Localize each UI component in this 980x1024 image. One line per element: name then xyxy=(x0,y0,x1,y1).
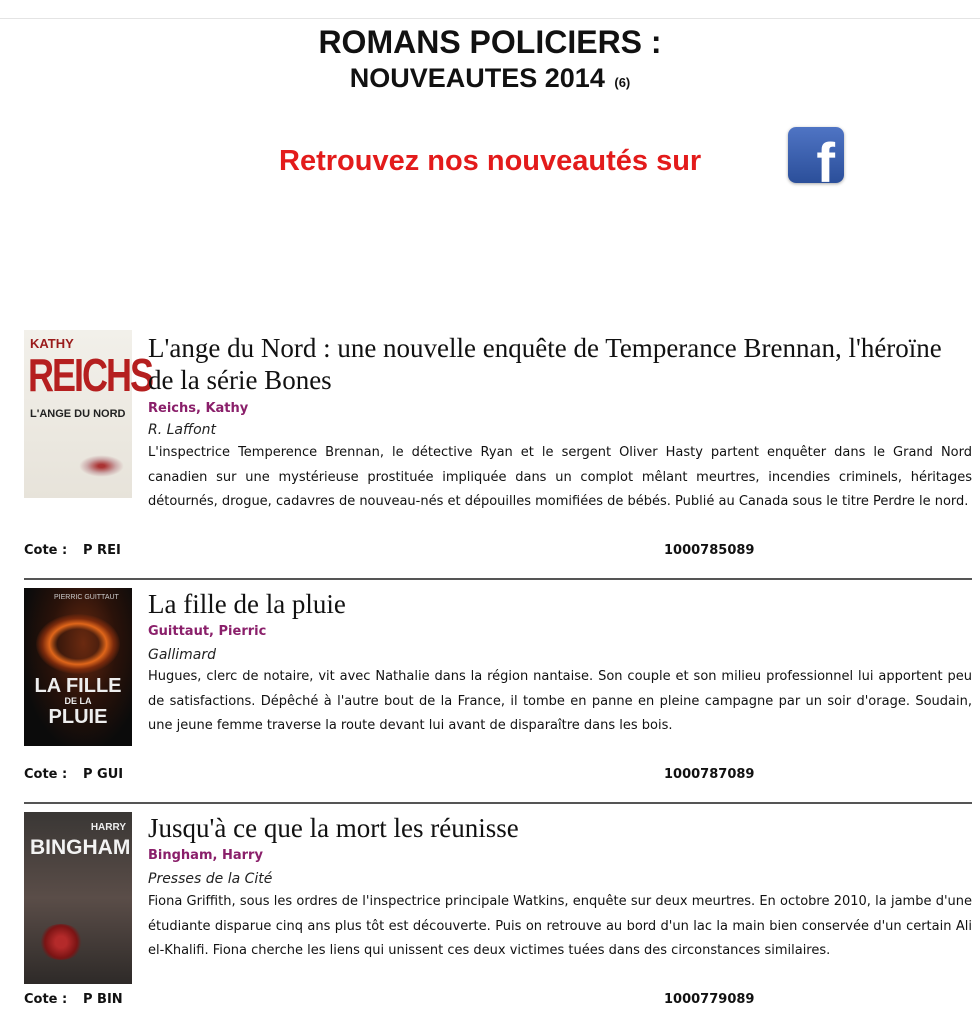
cover-author: PIERRIC GUITTAUT xyxy=(54,594,119,601)
book-summary: Fiona Griffith, sous les ordres de l'inspectrice principale Watkins, enquête sur deux meurtres. En octobre 2010, la jambe d'une étudiante disparue cinq ans plus tôt est découverte. Puis on retrouve au bord d'un lac la main bien conservée d'un certain Ali el-Khalifi. Fiona cherche les liens qui unissent ces deux victimes tuées dans des circonstances similaires. xyxy=(148,894,972,958)
side-watermark xyxy=(0,500,6,650)
book-entry xyxy=(24,812,972,1018)
book-publisher: Presses de la Cité xyxy=(148,871,273,887)
book-publisher: Gallimard xyxy=(148,647,216,663)
inventory-number: 1000785089 xyxy=(664,543,755,558)
top-rule xyxy=(0,18,980,19)
book-publisher: R. Laffont xyxy=(148,422,217,438)
cover-title: L'ANGE DU NORD xyxy=(30,408,126,420)
facebook-promo xyxy=(0,127,980,194)
book-author[interactable]: Bingham, Harry xyxy=(148,848,263,863)
cover-title-line: PLUIE xyxy=(48,706,108,728)
page-title: ROMANS POLICIERS : xyxy=(318,24,662,60)
book-title[interactable]: L'ange du Nord : une nouvelle enquête de Temperance Brennan, l'héroïne de la série Bones xyxy=(148,333,942,395)
facebook-icon[interactable] xyxy=(788,127,844,194)
inventory-number: 1000779089 xyxy=(664,992,755,1007)
book-entry xyxy=(24,588,972,788)
cover-author-first: KATHY xyxy=(30,336,74,351)
book-title[interactable]: Jusqu'à ce que la mort les réunisse xyxy=(148,813,519,843)
item-count: (6) xyxy=(614,75,631,90)
book-author[interactable]: Guittaut, Pierric xyxy=(148,624,267,639)
book-summary: L'inspectrice Temperence Brennan, le détective Ryan et le sergent Oliver Hasty partent enquêter dans le Grand Nord canadien sur une mystérieuse prostituée impliquée dans un complot mêlant meurtres, incendies criminels, héritages détournés, drogue, cadavres de nouveau-nés et dépouilles momifiées de bébés. Publié au Canada sous le titre Perdre le nord. xyxy=(148,445,972,509)
cote-label: Cote : xyxy=(24,767,68,782)
book-author[interactable]: Reichs, Kathy xyxy=(148,401,249,416)
page-subtitle-text: NOUVEAUTES 2014 xyxy=(349,63,605,93)
cote-value: P REI xyxy=(83,543,121,558)
page-subtitle xyxy=(0,62,980,99)
divider xyxy=(24,802,972,804)
facebook-promo-text: Retrouvez nos nouveautés sur xyxy=(279,145,702,177)
cote-value: P GUI xyxy=(83,767,124,782)
divider xyxy=(24,578,972,580)
facebook-icon-letter: f xyxy=(816,131,835,194)
book-title[interactable]: La fille de la pluie xyxy=(148,589,346,619)
cote-label: Cote : xyxy=(24,992,68,1007)
cover-author-last: BINGHAM xyxy=(30,836,131,859)
cover-title-line: DE LA xyxy=(64,696,92,706)
inventory-number: 1000787089 xyxy=(664,767,755,782)
cote-label: Cote : xyxy=(24,543,68,558)
cote-value: P BIN xyxy=(83,992,123,1007)
page-header xyxy=(0,24,980,99)
book-entry xyxy=(24,330,972,570)
book-summary: Hugues, clerc de notaire, vit avec Nathalie dans la région nantaise. Son couple et son milieu professionnel lui apportent peu de satisfactions. Dépêché à l'autre bout de la France, il tombe en panne en pleine campagne par un soir d'orage. Soudain, une jeune femme traverse la route devant lui avant de disparaître dans les bois. xyxy=(148,669,972,733)
cover-title-line: LA FILLE xyxy=(34,675,122,697)
cover-author-first: HARRY xyxy=(90,822,126,833)
cover-author-last: REICHS xyxy=(28,348,153,402)
